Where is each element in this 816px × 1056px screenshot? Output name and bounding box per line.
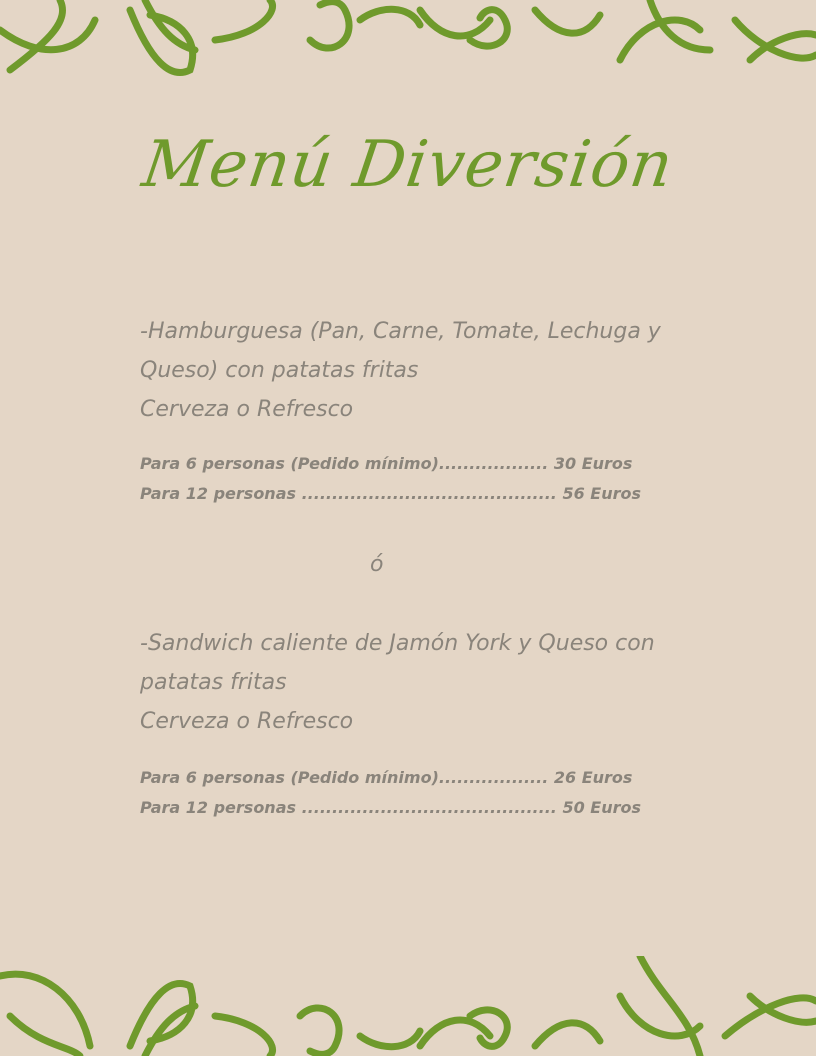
menu-item-2-price-6: Para 6 personas (Pedido mínimo).................. 26 Euros — [140, 768, 633, 787]
menu-title: Menú Diversión — [137, 128, 679, 202]
menu-item-1-prices — [140, 449, 700, 509]
floral-border-bottom — [0, 956, 816, 1056]
menu-item-1-description — [140, 312, 700, 429]
menu-item-2-line-2: patatas fritas — [140, 670, 287, 695]
menu-item-2-description — [140, 624, 700, 741]
menu-item-1-line-1: -Hamburguesa (Pan, Carne, Tomate, Lechuga y — [140, 319, 661, 344]
menu-item-2-line-3: Cerveza o Refresco — [140, 709, 354, 734]
menu-item-1-price-12: Para 12 personas .......................................... 56 Euros — [140, 484, 641, 503]
menu-item-1-price-6: Para 6 personas (Pedido mínimo).................. 30 Euros — [140, 454, 633, 473]
menu-item-2-prices — [140, 763, 700, 823]
floral-border-top — [0, 0, 816, 100]
menu-item-2-price-12: Para 12 personas .......................................... 50 Euros — [140, 798, 641, 817]
menu-item-1-line-3: Cerveza o Refresco — [140, 397, 354, 422]
menu-item-2-line-1: -Sandwich caliente de Jamón York y Queso con — [140, 631, 655, 656]
menu-item-1-line-2: Queso) con patatas fritas — [140, 358, 419, 383]
menu-separator: ó — [370, 552, 384, 577]
